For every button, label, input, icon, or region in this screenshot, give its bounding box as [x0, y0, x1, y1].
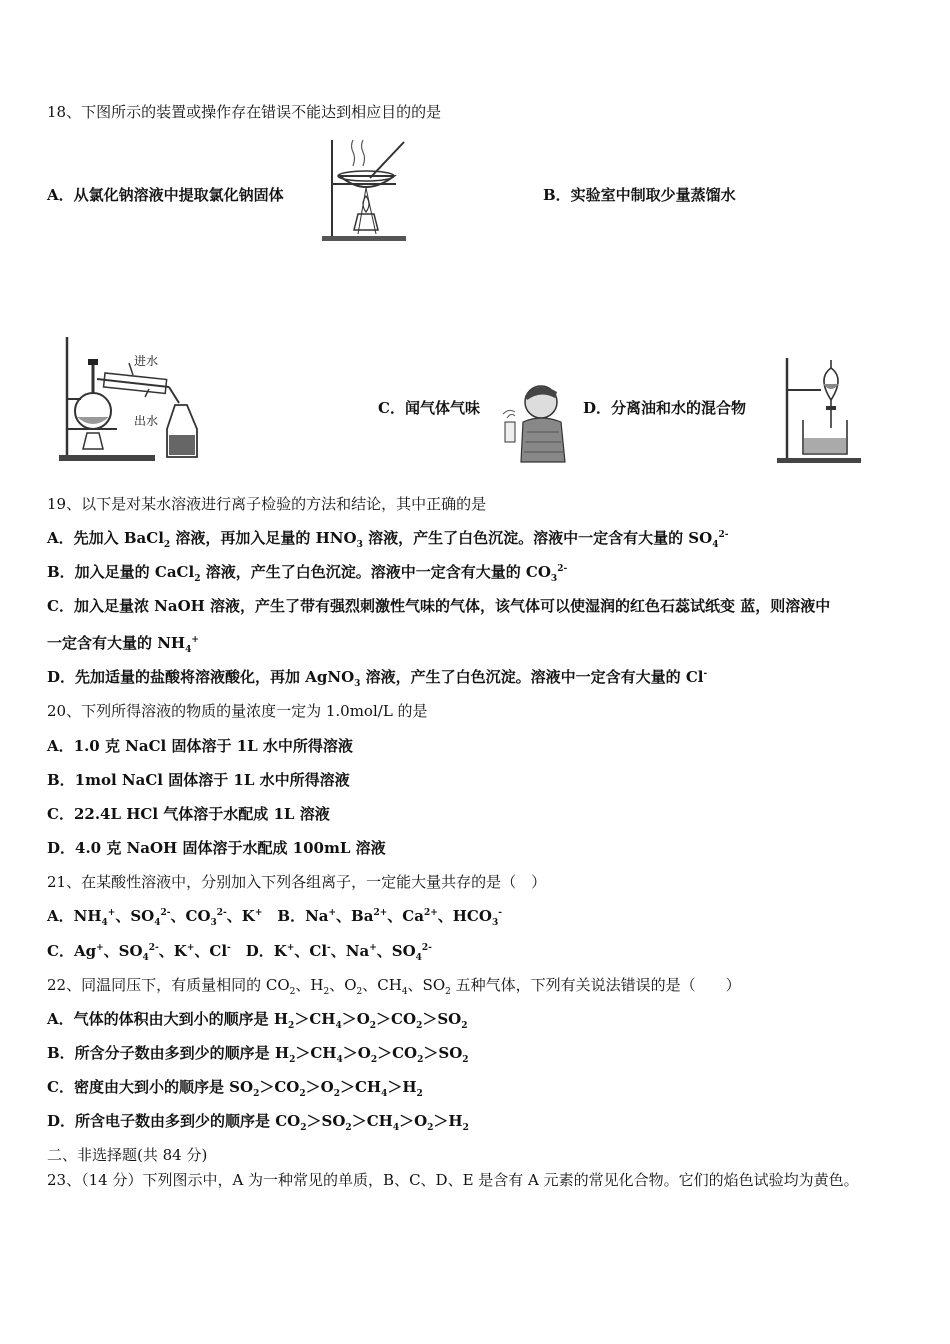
q21-options-ab: A．$NH_4^+$、$SO_4^{2-}$、$CO_3^{2-}$、K+ B．Na+、$Ba^{2+}$、$Ca^{2+}$、$HCO_3^-$: [47, 907, 502, 928]
separatory-funnel-figure: [773, 354, 863, 466]
q18-option-a: A．从氯化钠溶液中提取氯化钠固体: [47, 186, 284, 204]
evaporation-apparatus-figure: [318, 138, 408, 244]
q19-option-c-line2: 一定含有大量的 $NH_4^+$: [47, 634, 199, 655]
outlet-water-label: 出水: [134, 414, 159, 428]
inlet-water-label: 进水: [134, 354, 159, 368]
q22-stem: 22、同温同压下，有质量相同的 $CO_2$、$H_2$、$O_2$、$CH_4$、$SO_2$ 五种气体，下列有关说法错误的是（ ）: [47, 976, 741, 997]
q21-options-cd: C．Ag+、$SO_4^{2-}$、K+、Cl- D．K+、Cl-、Na+、$SO_4^{2-}$: [47, 942, 432, 963]
q20-option-b: B．1mol NaCl 固体溶于 1L 水中所得溶液: [47, 771, 350, 789]
q20-stem: 20、下列所得溶液的物质的量浓度一定为 1.0mol/L 的是: [47, 702, 428, 720]
q18-option-b: B．实验室中制取少量蒸馏水: [543, 186, 736, 204]
q22-option-d: D．所含电子数由多到少的顺序是 $CO_2>SO_2>CH_4>O_2>H_2$: [47, 1112, 469, 1133]
q19-option-b: B．加入足量的 CaCl$_2$ 溶液，产生了白色沉淀。溶液中一定含有大量的 $CO_3^{2-}$: [47, 563, 568, 584]
q18-option-d: D．分离油和水的混合物: [583, 399, 747, 417]
smell-gas-figure: [493, 378, 573, 464]
q19-option-c-line1: C．加入足量浓 NaOH 溶液，产生了带有强烈刺激性气味的气体，该气体可以使湿润的红色石蕊试纸变 蓝，则溶液中: [47, 597, 831, 615]
q20-option-c: C．22.4L HCl 气体溶于水配成 1L 溶液: [47, 805, 330, 823]
q19-option-d: D．先加适量的盐酸将溶液酸化，再加 AgNO$_3$ 溶液，产生了白色沉淀。溶液中一定含有大量的 Cl-: [47, 668, 708, 689]
q18-option-c: C．闻气体气味: [378, 399, 480, 417]
distillation-apparatus-figure: [57, 333, 207, 465]
q21-stem: 21、在某酸性溶液中，分别加入下列各组离子，一定能大量共存的是（ ）: [47, 873, 547, 891]
q22-option-b: B．所含分子数由多到少的顺序是 $H_2>CH_4>O_2>CO_2>SO_2$: [47, 1044, 469, 1065]
q19-stem: 19、以下是对某水溶液进行离子检验的方法和结论，其中正确的是: [47, 495, 487, 513]
q18-stem: 18、下图所示的装置或操作存在错误不能达到相应目的的是: [47, 103, 442, 121]
section-heading: 二、非选择题(共 84 分): [47, 1146, 208, 1164]
q19-option-a: A．先加入 BaCl$_2$ 溶液，再加入足量的 $HNO_3$ 溶液，产生了白色沉淀。溶液中一定含有大量的 $SO_4^{2-}$: [47, 529, 729, 550]
q23-stem: 23、（14 分）下列图示中，A 为一种常见的单质，B、C、D、E 是含有 A 元素的常见化合物。它们的焰色试验均为黄色。: [47, 1171, 859, 1189]
q20-option-a: A．1.0 克 NaCl 固体溶于 1L 水中所得溶液: [47, 737, 353, 755]
q22-option-c: C．密度由大到小的顺序是 $SO_2>CO_2>O_2>CH_4>H_2$: [47, 1078, 423, 1099]
q22-option-a: A．气体的体积由大到小的顺序是 $H_2>CH_4>O_2>CO_2>SO_2$: [47, 1010, 468, 1031]
q20-option-d: D．4.0 克 NaOH 固体溶于水配成 100mL 溶液: [47, 839, 386, 857]
